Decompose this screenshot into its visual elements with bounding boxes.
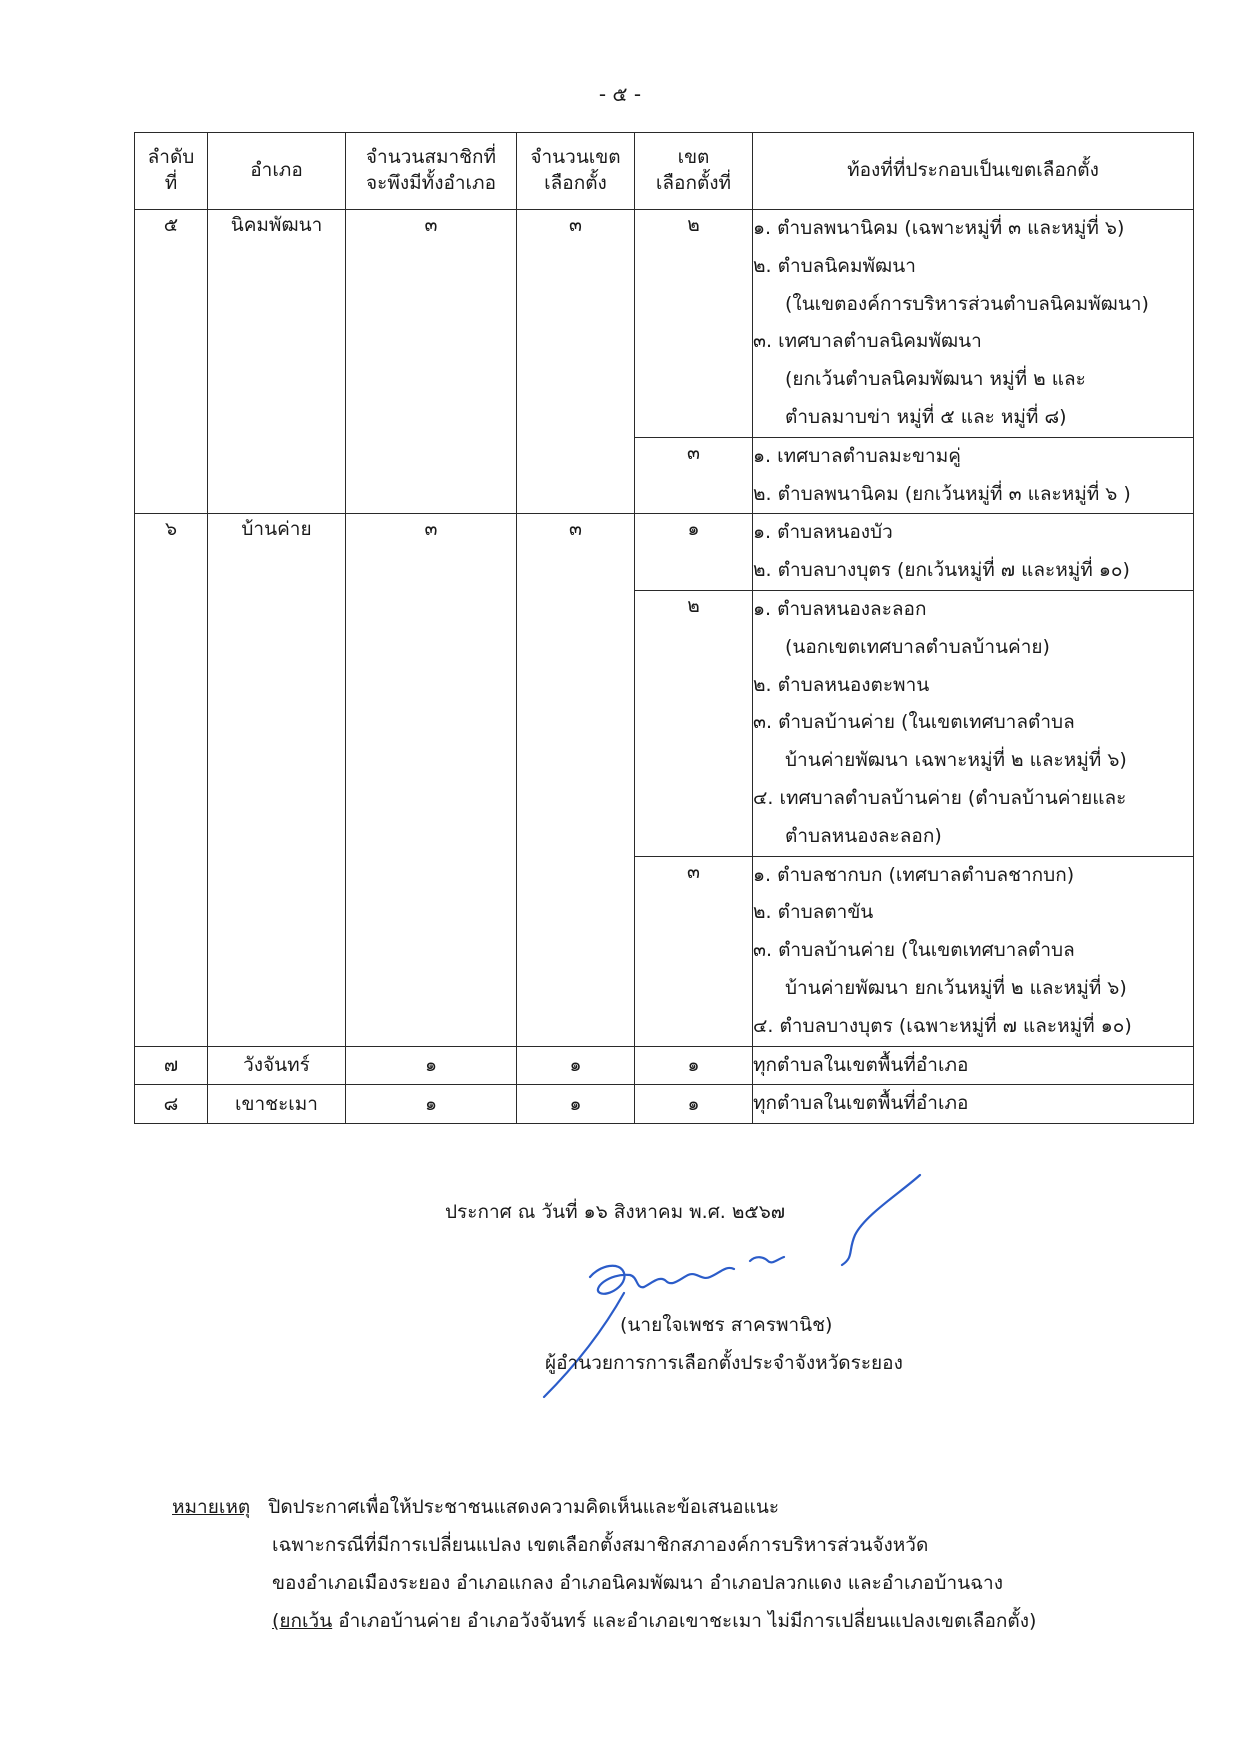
cell-members: ๓ — [346, 514, 517, 1046]
area-line: ๔. ตำบลบางบุตร (เฉพาะหมู่ที่ ๗ และหมู่ที่ ๑๐) — [753, 1014, 1132, 1037]
cell-zone-no: ๓ — [635, 856, 753, 1046]
header-zone-no: เขต เลือกตั้งที่ — [635, 133, 753, 210]
election-zone-table — [134, 132, 1194, 1124]
area-line: ตำบลหนองละลอก) — [785, 824, 942, 847]
cell-area — [753, 1085, 1194, 1124]
cell-members: ๑ — [346, 1046, 517, 1085]
cell-zone-count: ๑ — [517, 1046, 635, 1085]
area-line: ทุกตำบลในเขตพื้นที่อำเภอ — [753, 1092, 969, 1115]
area-line: บ้านค่ายพัฒนา เฉพาะหมู่ที่ ๒ และหมู่ที่ ๖) — [785, 749, 1127, 772]
remark-line: เฉพาะกรณีที่มีการเปลี่ยนแปลง เขตเลือกตั้งสมาชิกสภาองค์การบริหารส่วนจังหวัด — [272, 1534, 929, 1556]
cell-no: ๗ — [135, 1046, 208, 1085]
cell-zone-no: ๑ — [635, 1046, 753, 1085]
area-line: ตำบลมาบข่า หมู่ที่ ๕ และ หมู่ที่ ๘) — [785, 405, 1067, 428]
area-line: ๒. ตำบลตาขัน — [753, 901, 874, 924]
cell-zone-no: ๓ — [635, 437, 753, 514]
area-line: ๓. ตำบลบ้านค่าย (ในเขตเทศบาลตำบล — [753, 711, 1075, 734]
area-line: ๒. ตำบลหนองตะพาน — [753, 673, 930, 696]
area-line: (นอกเขตเทศบาลตำบลบ้านค่าย) — [785, 635, 1050, 658]
table-header-row — [135, 133, 1194, 210]
area-line: ๓. ตำบลบ้านค่าย (ในเขตเทศบาลตำบล — [753, 939, 1075, 962]
remark-exception: (ยกเว้น — [272, 1610, 333, 1632]
area-line: ๒. ตำบลพนานิคม (ยกเว้นหมู่ที่ ๓ และหมู่ที่ ๖ ) — [753, 482, 1131, 505]
header-members: จำนวนสมาชิกที่ จะพึงมีทั้งอำเภอ — [346, 133, 517, 210]
cell-area — [753, 856, 1194, 1046]
cell-area — [753, 1046, 1194, 1085]
area-line: ๑. ตำบลหนองบัว — [753, 521, 893, 544]
header-zone-count: จำนวนเขต เลือกตั้ง — [517, 133, 635, 210]
cell-members: ๓ — [346, 210, 517, 514]
cell-area — [753, 437, 1194, 514]
table-row — [135, 1046, 1194, 1085]
cell-area — [753, 210, 1194, 438]
remark-line: ปิดประกาศเพื่อให้ประชาชนแสดงความคิดเห็นและข้อเสนอแนะ — [268, 1496, 780, 1518]
remark-line: ของอำเภอเมืองระยอง อำเภอแกลง อำเภอนิคมพัฒนา อำเภอปลวกแดง และอำเภอบ้านฉาง — [272, 1572, 1003, 1594]
table-row — [135, 1085, 1194, 1124]
cell-zone-count: ๑ — [517, 1085, 635, 1124]
header-no: ลำดับ ที่ — [135, 133, 208, 210]
header-area: ท้องที่ที่ประกอบเป็นเขตเลือกตั้ง — [753, 133, 1194, 210]
table-row — [135, 514, 1194, 591]
area-line: ทุกตำบลในเขตพื้นที่อำเภอ — [753, 1053, 969, 1076]
area-line: ๑. ตำบลชากบก (เทศบาลตำบลชากบก) — [753, 863, 1075, 886]
cell-zone-count: ๓ — [517, 210, 635, 514]
header-district: อำเภอ — [208, 133, 346, 210]
cell-zone-no: ๒ — [635, 590, 753, 856]
remark-line — [272, 1606, 1036, 1636]
area-line: (ยกเว้นตำบลนิคมพัฒนา หมู่ที่ ๒ และ — [785, 368, 1086, 391]
remark-label: หมายเหตุ — [172, 1496, 251, 1518]
cell-members: ๑ — [346, 1085, 517, 1124]
area-line: ๒. ตำบลนิคมพัฒนา — [753, 254, 916, 277]
announcement-date: ประกาศ ณ วันที่ ๑๖ สิงหาคม พ.ศ. ๒๕๖๗ — [445, 1201, 786, 1223]
cell-zone-no: ๑ — [635, 514, 753, 591]
cell-zone-count: ๓ — [517, 514, 635, 1046]
cell-no: ๘ — [135, 1085, 208, 1124]
cell-no: ๕ — [135, 210, 208, 514]
area-line: ๑. เทศบาลตำบลมะขามคู่ — [753, 444, 961, 467]
remark-heading — [172, 1492, 779, 1522]
cell-district: เขาชะเมา — [208, 1085, 346, 1124]
cell-district: วังจันทร์ — [208, 1046, 346, 1085]
cell-district: นิคมพัฒนา — [208, 210, 346, 514]
cell-area — [753, 514, 1194, 591]
area-line: ๔. เทศบาลตำบลบ้านค่าย (ตำบลบ้านค่ายและ — [753, 786, 1127, 809]
cell-zone-no: ๑ — [635, 1085, 753, 1124]
area-line: ๑. ตำบลหนองละลอก — [753, 597, 927, 620]
cell-zone-no: ๒ — [635, 210, 753, 438]
area-line: ๑. ตำบลพนานิคม (เฉพาะหมู่ที่ ๓ และหมู่ที่ ๖) — [753, 217, 1125, 239]
cell-no: ๖ — [135, 514, 208, 1046]
cell-area — [753, 590, 1194, 856]
page-number: - ๕ - — [598, 82, 642, 106]
remark-exception-detail: อำเภอบ้านค่าย อำเภอวังจันทร์ และอำเภอเขาชะเมา ไม่มีการเปลี่ยนแปลงเขตเลือกตั้ง) — [332, 1610, 1037, 1632]
signer-title: ผู้อำนวยการการเลือกตั้งประจำจังหวัดระยอง — [545, 1352, 903, 1374]
signer-name: (นายใจเพชร สาครพานิช) — [620, 1314, 833, 1336]
cell-district: บ้านค่าย — [208, 514, 346, 1046]
area-line: บ้านค่ายพัฒนา ยกเว้นหมู่ที่ ๒ และหมู่ที่ ๖) — [785, 976, 1127, 999]
area-line: ๒. ตำบลบางบุตร (ยกเว้นหมู่ที่ ๗ และหมู่ที่ ๑๐) — [753, 559, 1130, 582]
area-line: (ในเขตองค์การบริหารส่วนตำบลนิคมพัฒนา) — [785, 292, 1149, 315]
area-line: ๓. เทศบาลตำบลนิคมพัฒนา — [753, 330, 982, 353]
table-row — [135, 210, 1194, 438]
